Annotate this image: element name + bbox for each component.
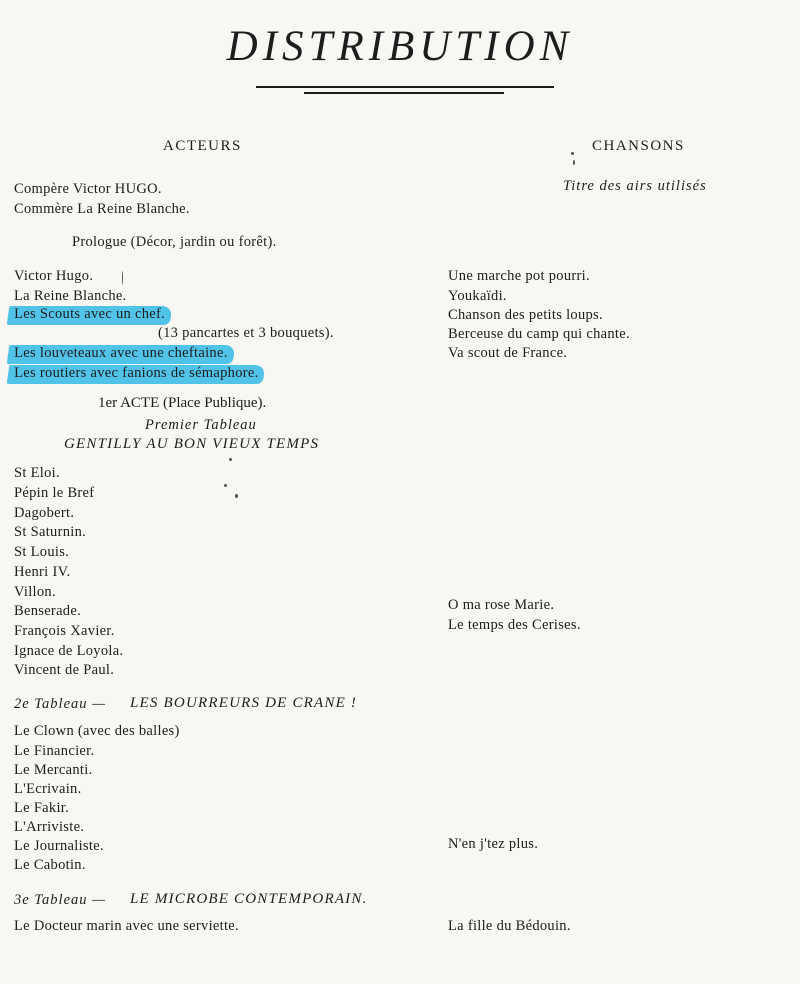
intro-line: Compère Victor HUGO. [14, 181, 162, 197]
scan-speck [122, 271, 123, 285]
songs-subtitle: Titre des airs utilisés [563, 178, 707, 194]
song-line: N'en j'tez plus. [448, 836, 539, 852]
tableau-label: 2e Tableau — [14, 696, 107, 712]
actor-line: Ignace de Loyola. [14, 643, 124, 659]
actor-line: Les routiers avec fanions de sémaphore. [14, 365, 259, 381]
actor-line: St Saturnin. [14, 524, 87, 540]
page-title: DISTRIBUTION [226, 23, 574, 70]
actors-header: ACTEURS [163, 138, 242, 154]
actor-line: Le Financier. [14, 743, 95, 759]
song-line: Une marche pot pourri. [448, 268, 590, 284]
highlighted-actor-line [7, 345, 235, 364]
prologue-heading: Prologue (Décor, jardin ou forêt). [72, 234, 277, 250]
scan-speck [224, 484, 227, 487]
tableau-label: Premier Tableau [145, 417, 257, 433]
song-line: La fille du Bédouin. [448, 918, 571, 934]
intro-line: Commère La Reine Blanche. [14, 201, 190, 217]
actor-line: François Xavier. [14, 623, 115, 639]
song-line: Berceuse du camp qui chante. [448, 326, 630, 342]
scan-speck [571, 152, 574, 155]
actor-line: Le Fakir. [14, 800, 70, 816]
song-line: Va scout de France. [448, 345, 568, 361]
tableau-label: 3e Tableau — [14, 892, 107, 908]
actor-line: Villon. [14, 584, 56, 600]
actor-line: Le Mercanti. [14, 762, 93, 778]
actor-line: Pépin le Bref [14, 485, 95, 501]
title-underline-top [256, 86, 554, 88]
song-line: Le temps des Cerises. [448, 617, 581, 633]
song-line: Youkaïdi. [448, 288, 507, 304]
scan-speck [229, 458, 232, 461]
tableau-title: LE MICROBE CONTEMPORAIN. [130, 891, 368, 907]
actor-line: L'Ecrivain. [14, 781, 82, 797]
highlighted-actor-line [7, 365, 266, 384]
tableau-title: LES BOURREURS DE CRANE ! [130, 695, 358, 711]
actor-line: Le Journaliste. [14, 838, 104, 854]
actor-line: Dagobert. [14, 505, 75, 521]
song-line: Chanson des petits loups. [448, 307, 603, 323]
scan-speck [573, 160, 575, 165]
actor-line: L'Arriviste. [14, 819, 85, 835]
actor-line: Le Docteur marin avec une serviette. [14, 918, 239, 934]
song-line: O ma rose Marie. [448, 597, 555, 613]
actor-line: St Eloi. [14, 465, 60, 481]
actor-line: Le Clown (avec des balles) [14, 723, 180, 739]
scan-speck [235, 494, 238, 498]
actor-line: Victor Hugo. [14, 268, 94, 284]
actor-note: (13 pancartes et 3 bouquets). [158, 325, 334, 341]
actor-line: Le Cabotin. [14, 857, 86, 873]
actor-line: Vincent de Paul. [14, 662, 115, 678]
actor-line: La Reine Blanche. [14, 288, 127, 304]
actor-line: Les louveteaux avec une cheftaine. [14, 345, 228, 361]
actor-line: Les Scouts avec un chef. [14, 306, 166, 322]
act-heading: 1er ACTE (Place Publique). [98, 395, 267, 411]
songs-header: CHANSONS [592, 138, 685, 154]
actor-line: Benserade. [14, 603, 82, 619]
highlighted-actor-line [7, 306, 173, 325]
actor-line: St Louis. [14, 544, 70, 560]
tableau-title: GENTILLY AU BON VIEUX TEMPS [64, 436, 320, 452]
title-underline-bottom [304, 92, 504, 94]
actor-line: Henri IV. [14, 564, 71, 580]
